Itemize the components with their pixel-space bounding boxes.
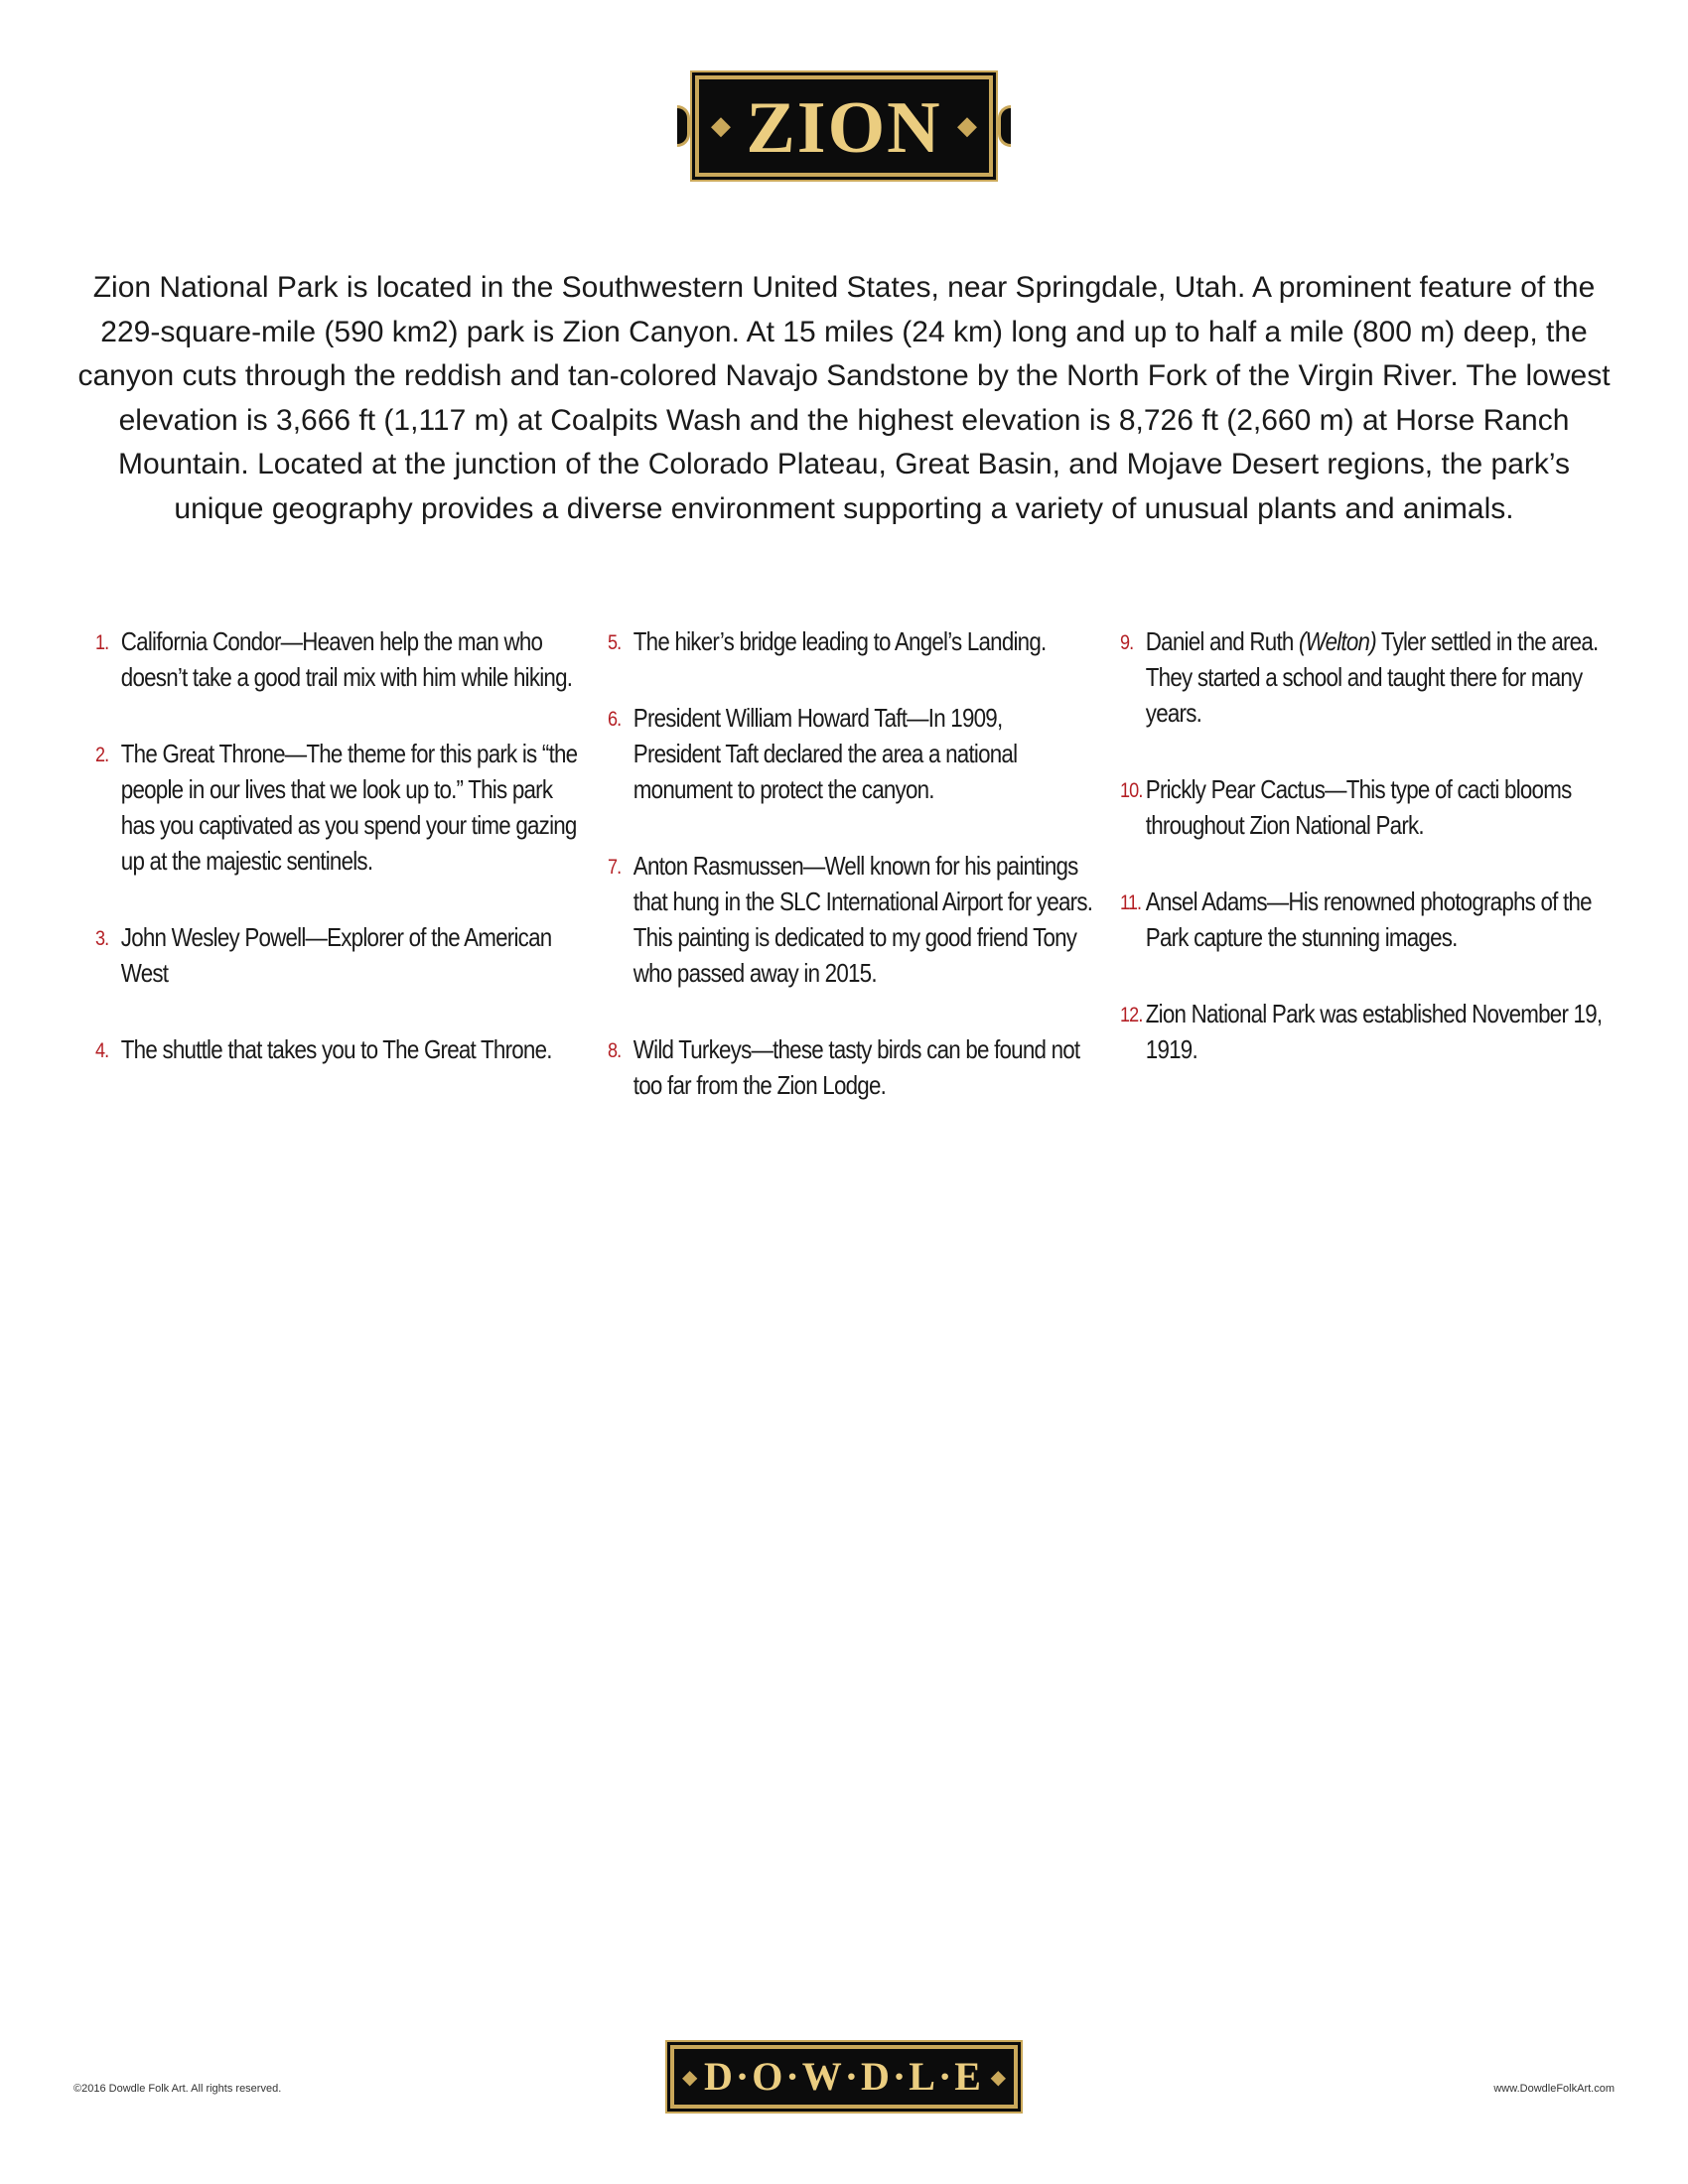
key-text: Ansel Adams—His renowned photographs of the Park capture the stunning images.	[1145, 887, 1592, 952]
key-text: Zion National Park was established November 19, 1919.	[1145, 999, 1603, 1064]
key-item	[1120, 771, 1607, 843]
page-title: ZION	[746, 87, 942, 169]
key-column-3	[1120, 623, 1603, 1108]
diamond-ornament-icon: ◆	[957, 111, 977, 141]
key-text: President William Howard Taft—In 1909, President Taft declared the area a national monument to protect the canyon.	[633, 703, 1018, 804]
key-item	[608, 623, 1094, 659]
key-text: The Great Throne—The theme for this park is “the people in our lives that we look up to.” This park has you captivated as you spend your time gazing up at the majestic sentinels.	[120, 739, 578, 876]
key-text: The hiker’s bridge leading to Angel’s Landing.	[633, 626, 1047, 656]
key-text-part: Daniel and Ruth	[1145, 626, 1299, 656]
key-text: The shuttle that takes you to The Great Throne.	[120, 1034, 552, 1064]
key-item	[1120, 996, 1607, 1067]
key-text-part: Tyler settled in the area. They started a school and taught there for many years.	[1145, 626, 1599, 728]
copyright-notice: ©2016 Dowdle Folk Art. All rights reserved.	[73, 2083, 282, 2095]
title-plaque	[695, 75, 993, 177]
key-number: 5.	[608, 631, 622, 654]
key-item	[608, 700, 1094, 807]
key-item	[608, 848, 1094, 991]
diamond-ornament-icon: ◆	[990, 2065, 1006, 2089]
key-text	[1146, 623, 1607, 731]
key-column-1	[95, 623, 578, 1108]
key-text-italic: (Welton)	[1298, 626, 1376, 656]
key-number: 3.	[95, 927, 109, 950]
key-text: Wild Turkeys—these tasty birds can be found not too far from the Zion Lodge.	[633, 1034, 1080, 1100]
key-text: Prickly Pear Cactus—This type of cacti blooms throughout Zion National Park.	[1145, 774, 1572, 840]
key-number: 10.	[1120, 779, 1143, 802]
key-item	[95, 1031, 582, 1067]
key-text: John Wesley Powell—Explorer of the American West	[120, 922, 552, 988]
key-number: 12.	[1120, 1004, 1143, 1026]
key-item	[95, 919, 582, 991]
website-link[interactable]: www.DowdleFolkArt.com	[1493, 2083, 1615, 2095]
key-item	[1120, 623, 1607, 731]
key-number: 4.	[95, 1039, 109, 1062]
diamond-ornament-icon: ◆	[682, 2065, 698, 2089]
key-column-2	[608, 623, 1093, 1144]
diamond-ornament-icon: ◆	[711, 111, 731, 141]
key-number: 1.	[95, 631, 109, 654]
brand-logo	[670, 2045, 1018, 2109]
key-number: 9.	[1120, 631, 1134, 654]
intro-paragraph: Zion National Park is located in the Southwestern United States, near Springdale, Utah. A prominent feature of the 229-square-mile (590 km2) park is Zion Canyon. At 15 miles (24 km) long and up to half a mile (800 m) deep, the canyon cuts through the reddish and tan-colored Navajo Sandstone by the North Fork of the Virgin River. The lowest elevation is 3,666 ft (1,117 m) at Coalpits Wash and the highest elevation is 8,726 ft (2,660 m) at Horse Ranch Mountain. Located at the junction of the Colorado Plateau, Great Basin, and Mojave Desert regions, the park’s unique geography provides a diverse environment supporting a variety of unusual plants and animals.	[77, 271, 1611, 525]
key-number: 8.	[608, 1039, 622, 1062]
key-item	[1120, 884, 1607, 955]
key-number: 11.	[1120, 891, 1142, 914]
key-item	[95, 623, 582, 695]
key-number: 6.	[608, 708, 622, 731]
key-number: 7.	[608, 856, 622, 879]
key-text: California Condor—Heaven help the man who doesn’t take a good trail mix with him while hiking.	[120, 626, 573, 692]
key-text: Anton Rasmussen—Well known for his paintings that hung in the SLC International Airport for years. This painting is dedicated to my good friend Tony who passed away in 2015.	[633, 851, 1093, 988]
key-number: 2.	[95, 744, 109, 766]
brand-name: D·O·W·D·L·E	[704, 2054, 984, 2099]
key-item	[95, 736, 582, 879]
key-item	[608, 1031, 1094, 1103]
